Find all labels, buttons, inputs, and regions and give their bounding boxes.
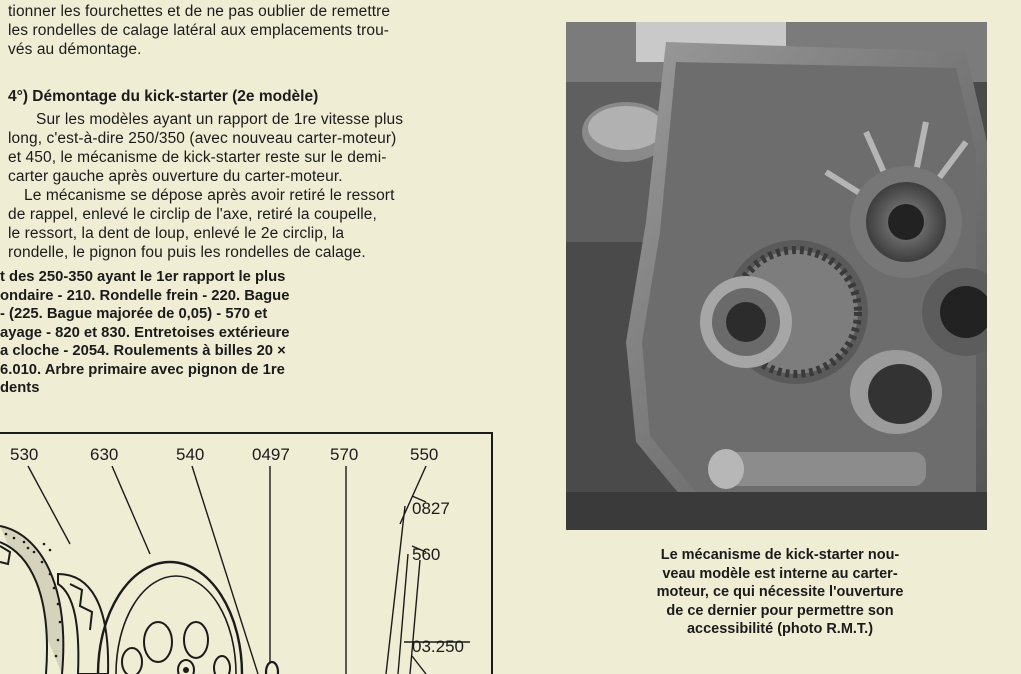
exploded-parts-diagram: [0, 432, 493, 674]
part-label-0497: 0497: [252, 445, 290, 464]
part-label-560: 560: [412, 545, 441, 564]
part-label-530: 530: [10, 445, 39, 464]
caption-line: moteur, ce qui nécessite l'ouverture: [656, 584, 904, 600]
legend-line: t des 250-350 ayant le 1er rapport le plus: [0, 269, 286, 285]
intro-paragraph: [8, 2, 550, 59]
legend-line: a cloche - 2054. Roulements à billes 20 ×: [0, 343, 286, 359]
part-label-630: 630: [90, 445, 119, 464]
kick-starter-photo-illustration: [566, 22, 987, 530]
photo-caption: [590, 546, 970, 639]
part-label-540: 540: [176, 445, 205, 464]
legend-line: ayage - 820 et 830. Entretoises extérieure: [0, 324, 290, 341]
legend-line: - (225. Bague majorée de 0,05) - 570 et: [0, 306, 268, 322]
text-line: tionner les fourchettes et de ne pas oublier de remettre: [8, 3, 391, 20]
paragraph-models: [8, 110, 550, 186]
text-line: Sur les modèles ayant un rapport de 1re vitesse plus: [36, 111, 404, 128]
part-label-570: 570: [330, 445, 359, 464]
caption-line: veau modèle est interne au carter-: [662, 565, 898, 582]
legend-line: ondaire - 210. Rondelle frein - 220. Bague: [0, 287, 290, 304]
caption-line: accessibilité (photo R.M.T.): [686, 621, 874, 637]
legend-line: dents: [0, 380, 40, 396]
text-line: le ressort, la dent de loup, enlevé le 2e circlip, la: [8, 225, 345, 242]
section-heading: 4°) Démontage du kick-starter (2e modèle): [8, 88, 319, 105]
text-line: les rondelles de calage latéral aux emplacements trou-: [8, 22, 390, 39]
caption-line: de ce dernier pour permettre son: [666, 602, 894, 619]
part-label-550: 550: [410, 445, 439, 464]
engine-photo: [566, 22, 987, 530]
text-line: Le mécanisme se dépose après avoir retiré le ressort: [24, 187, 395, 204]
text-line: vés au démontage.: [8, 41, 142, 58]
part-label-03250: 03.250: [412, 637, 464, 656]
clutch-drawing: [0, 434, 491, 674]
legend-line: 6.010. Arbre primaire avec pignon de 1re: [0, 361, 285, 378]
paragraph-removal: [8, 186, 550, 262]
caption-line: Le mécanisme de kick-starter nou-: [660, 547, 900, 563]
text-line: de rappel, enlevé le circlip de l'axe, retiré la coupelle,: [8, 206, 377, 223]
text-line: carter gauche après ouverture du carter-moteur.: [8, 168, 343, 185]
text-line: rondelle, le pignon fou puis les rondelles de calage.: [8, 244, 366, 261]
text-line: long, c'est-à-dire 250/350 (avec nouveau carter-moteur): [8, 130, 397, 147]
figure-legend: [0, 268, 290, 398]
part-label-0827: 0827: [412, 499, 450, 518]
text-line: et 450, le mécanisme de kick-starter reste sur le demi-: [8, 149, 387, 166]
